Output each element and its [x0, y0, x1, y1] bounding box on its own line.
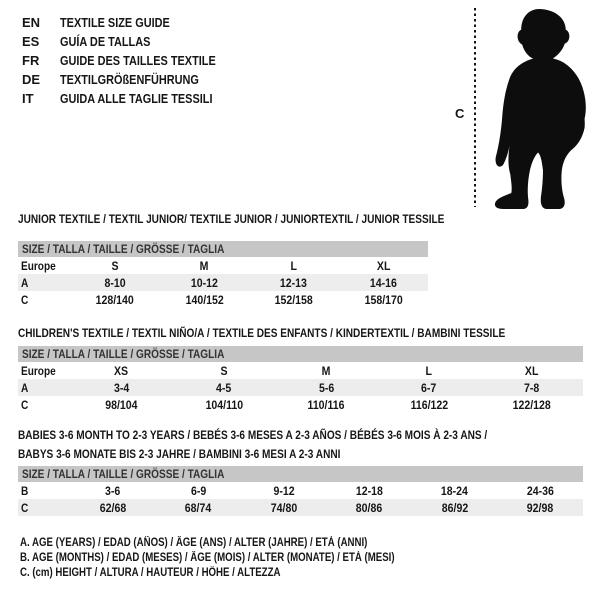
- age-cell: 10-12: [190, 275, 218, 290]
- row-label: A: [21, 275, 29, 290]
- height-cell: 140/152: [185, 292, 224, 307]
- months-cell: 24-36: [526, 483, 554, 498]
- language-label: GUÍA DE TALLAS: [60, 34, 151, 49]
- row-label: C: [21, 292, 29, 307]
- age-cell: 3-4: [113, 380, 129, 395]
- size-cell: XS: [114, 363, 129, 378]
- language-code: FR: [22, 53, 40, 68]
- language-row: [22, 89, 245, 108]
- table-title-text: BABYS 3-6 MONATE BIS 2-3 JAHRE / BAMBINI 3-6 MESI A 2-3 ANNI: [18, 447, 341, 461]
- table-row-height: [18, 291, 428, 308]
- age-cell: 14-16: [369, 275, 397, 290]
- children-table-title: [18, 324, 598, 343]
- height-cell: 98/104: [105, 397, 138, 412]
- legend-line-b: B. AGE (MONTHS) / EDAD (MESES) / ÂGE (MOIS) / ALTER (MONATE) / ETÀ (MESI): [20, 552, 395, 565]
- language-code: IT: [22, 91, 34, 106]
- height-cell: 86/92: [441, 500, 468, 515]
- size-cell: S: [111, 258, 119, 273]
- language-label: TEXTILE SIZE GUIDE: [60, 15, 170, 30]
- row-label: A: [21, 380, 29, 395]
- table-row-age: [18, 379, 583, 396]
- height-cell: 74/80: [270, 500, 297, 515]
- measure-label-c: C: [455, 106, 465, 121]
- size-cell: L: [425, 363, 433, 378]
- children-size-table: [18, 346, 583, 413]
- row-label: Europe: [21, 258, 56, 273]
- row-label: C: [21, 397, 29, 412]
- height-cell: 104/110: [205, 397, 243, 412]
- language-list: [22, 13, 245, 108]
- height-cell: 62/68: [99, 500, 126, 515]
- height-cell: 116/122: [410, 397, 448, 412]
- size-cell: S: [220, 363, 228, 378]
- size-cell: M: [199, 258, 209, 273]
- baby-silhouette-icon: [484, 4, 598, 210]
- height-measure-dotted-line: [474, 8, 476, 207]
- babies-size-table: [18, 466, 583, 516]
- measurement-legend: [20, 536, 466, 582]
- size-header-label: SIZE / TALLA / TAILLE / GRÖSSE / TAGLIA: [22, 347, 225, 361]
- age-cell: 6-7: [421, 380, 437, 395]
- size-cell: XL: [376, 258, 391, 273]
- table-row-europe: [18, 257, 428, 274]
- table-row-months: [18, 482, 583, 499]
- table-row-height: [18, 396, 583, 413]
- legend-line-c: C. (cm) HEIGHT / ALTURA / HAUTEUR / HÖHE / ALTEZZA: [20, 567, 281, 580]
- age-cell: 12-13: [280, 275, 308, 290]
- height-cell: 110/116: [307, 397, 345, 412]
- language-row: [22, 13, 245, 32]
- junior-size-table: [18, 241, 428, 308]
- language-label: TEXTILGRÖßENFÜHRUNG: [60, 72, 199, 87]
- size-cell: L: [290, 258, 297, 273]
- months-cell: 6-9: [190, 483, 206, 498]
- months-cell: 18-24: [441, 483, 469, 498]
- height-cell: 128/140: [95, 292, 134, 307]
- size-header-bar: [18, 346, 583, 362]
- legend-line-a: A. AGE (YEARS) / EDAD (AÑOS) / ÂGE (ANS) / ALTER (JAHRE) / ETÀ (ANNI): [20, 537, 368, 549]
- language-row: [22, 32, 245, 51]
- months-cell: 3-6: [105, 483, 121, 498]
- language-code: EN: [22, 15, 41, 30]
- months-cell: 12-18: [355, 483, 383, 498]
- age-cell: 7-8: [524, 380, 540, 395]
- table-row-height: [18, 499, 583, 516]
- size-cell: M: [322, 363, 331, 378]
- age-cell: 4-5: [216, 380, 232, 395]
- language-row: [22, 51, 245, 70]
- language-label: GUIDE DES TAILLES TEXTILE: [60, 53, 216, 68]
- table-title-text: CHILDREN'S TEXTILE / TEXTIL NIÑO/A / TEXTILE DES ENFANTS / KINDERTEXTIL / BAMBINI TESSILE: [18, 326, 506, 340]
- language-label: GUIDA ALLE TAGLIE TESSILI: [60, 91, 213, 106]
- size-header-label: SIZE / TALLA / TAILLE / GRÖSSE / TAGLIA: [22, 467, 225, 481]
- months-cell: 9-12: [273, 483, 295, 498]
- height-cell: 158/170: [364, 292, 403, 307]
- row-label: Europe: [21, 363, 56, 378]
- size-cell: XL: [524, 363, 539, 378]
- row-label: C: [21, 500, 29, 515]
- table-row-age: [18, 274, 428, 291]
- size-header-bar: [18, 241, 428, 257]
- language-code: ES: [22, 34, 40, 49]
- junior-table-title: [18, 210, 526, 229]
- height-cell: 152/158: [274, 292, 313, 307]
- table-title-text: BABIES 3-6 MONTH TO 2-3 YEARS / BEBÉS 3-6 MESES A 2-3 AÑOS / BÉBÉS 3-6 MOIS À 2-3 ANS /: [18, 428, 488, 442]
- age-cell: 5-6: [318, 380, 335, 395]
- size-header-label: SIZE / TALLA / TAILLE / GRÖSSE / TAGLIA: [22, 242, 225, 256]
- language-code: DE: [22, 72, 41, 87]
- height-cell: 122/128: [512, 397, 551, 412]
- row-label: B: [21, 483, 29, 498]
- language-row: [22, 70, 245, 89]
- height-cell: 92/98: [527, 500, 554, 515]
- babies-table-title: [18, 426, 577, 464]
- size-header-bar: [18, 466, 583, 482]
- age-cell: 8-10: [104, 275, 126, 290]
- table-title-text: JUNIOR TEXTILE / TEXTIL JUNIOR/ TEXTILE JUNIOR / JUNIORTEXTIL / JUNIOR TESSILE: [18, 212, 445, 226]
- height-cell: 68/74: [185, 500, 212, 515]
- height-cell: 80/86: [356, 500, 383, 515]
- table-row-europe: [18, 362, 583, 379]
